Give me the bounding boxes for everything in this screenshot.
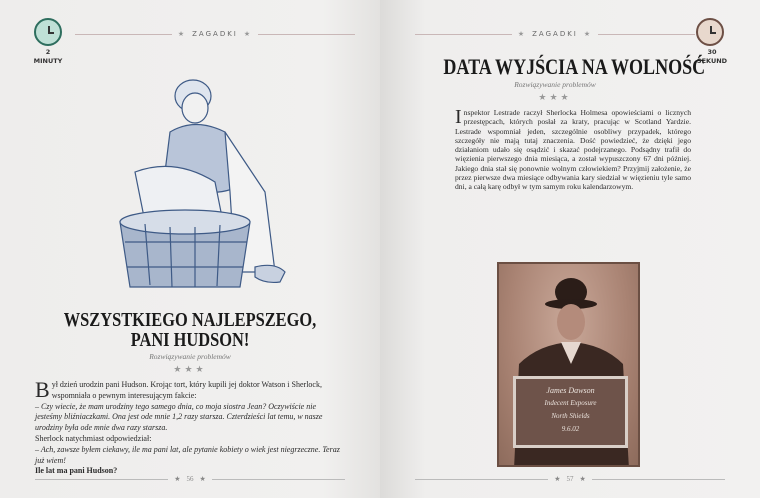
page-footer: ★ 57 ★ — [415, 474, 725, 484]
header-label: ZAGADKI — [192, 30, 238, 38]
clock-icon — [696, 18, 724, 46]
drop-cap: B — [35, 377, 50, 402]
timer-unit: SEKUND — [696, 57, 728, 65]
chalk-line: Indecent Exposure — [544, 399, 597, 407]
right-page — [380, 0, 760, 498]
puzzle-text — [455, 108, 691, 192]
page-footer: ★ 56 ★ — [35, 474, 345, 484]
question: Ile lat ma pani Hudson? — [35, 466, 118, 476]
section-header: ★ ZAGADKI ★ — [75, 29, 355, 39]
timer-unit: MINUTY — [33, 57, 63, 65]
puzzle-category: Rozwiązywanie problemów — [514, 80, 596, 89]
section-header: ★ ZAGADKI ★ — [415, 29, 695, 39]
washerwoman-illustration — [115, 72, 290, 297]
timer-value: 2 — [45, 48, 51, 56]
paragraph: nspektor Lestrade raczył Sherlocka Holmesa opowieściami o licznych przestępcach, których posłał za kraty, pracując w Scotland Yardzie. Lestrade wspomniał jeden, szczególnie osobliwy przypadek, którego szczegóły nie mają tutaj znaczenia. Dość powiedzieć, że dzięki jego działaniom udało się osądzić i skazać podejrzanego. Podsądny trafił do więzienia pierwszego dnia miesiąca, a został wypuszczony 67 dni później. Jakiego dnia stał się ponownie wolnym człowiekiem? Przyjmij założenie, że przez pierwsze dwa miesiące odbywania kary siedział w więzieniu tyle samo dni, a całą karę odbył w tym samym roku kalendarzowym. — [455, 108, 691, 192]
mugshot-photo — [497, 262, 640, 467]
paragraph: ył dzień urodzin pani Hudson. Krojąc tort, który kupili jej doktor Watson i Sherlock, wspomniała o pewnym interesującym fakcie: — [51, 380, 322, 400]
drop-cap: I — [455, 106, 462, 128]
puzzle-title-line2: PANI HUDSON! — [130, 329, 250, 351]
clock-icon — [34, 18, 62, 46]
chalkboard — [513, 376, 628, 448]
header-label: ZAGADKI — [532, 30, 578, 38]
chalk-line: 9.6.02 — [561, 425, 580, 433]
chalk-line: James Dawson — [546, 386, 595, 395]
chalk-line: North Shields — [551, 412, 590, 420]
page-number: 56 — [186, 475, 194, 483]
puzzle-category: Rozwiązywanie problemów — [149, 352, 231, 361]
puzzle-text — [35, 377, 345, 477]
timer-value: 30 — [707, 48, 717, 56]
puzzle-title-line1: WSZYSTKIEGO NAJLEPSZEGO, — [63, 309, 317, 331]
page-number: 57 — [566, 475, 574, 483]
paragraph: – Czy wiecie, że mam urodziny tego samego dnia, co moja siostra Jean? Oczywiście nie jesteśmy bliźniaczkami. Ona jest ode mnie 1,2 razy starsza. Czterdzieści lat temu, w nasze urodziny była ode mnie dwa razy starsza. — [35, 401, 323, 433]
puzzle-title: DATA WYJŚCIA NA WOLNOŚĆ — [443, 54, 706, 79]
paragraph: Sherlock natychmiast odpowiedział: — [35, 433, 152, 443]
rating-stars: ★★★ — [538, 92, 572, 102]
paragraph: – Ach, zawsze byłem ciekawy, ile ma pani lat, ale pytanie kobiety o wiek jest niegrzeczne. Teraz już wiem! — [35, 444, 340, 465]
rating-stars: ★★★ — [173, 364, 207, 374]
